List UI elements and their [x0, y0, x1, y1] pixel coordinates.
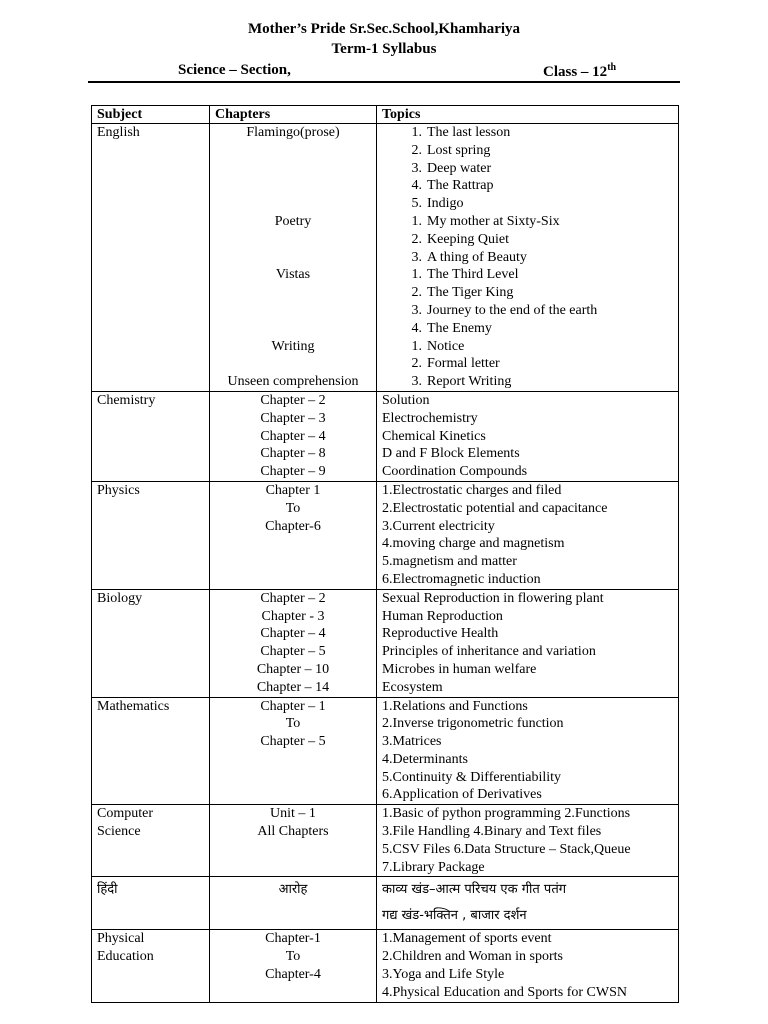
cell-line: Chapter - 3 [261, 608, 325, 624]
topics-cell [377, 877, 679, 930]
class-superscript: th [607, 62, 617, 73]
cell-line: Sexual Reproduction in flowering plant [382, 590, 604, 606]
item-text: Indigo [427, 196, 464, 212]
item-number: 5. [411, 196, 422, 212]
item-number: 3. [411, 302, 422, 318]
topics-cell [377, 481, 679, 589]
cell-line: Chapter – 3 [260, 410, 326, 426]
topics-cell [377, 697, 679, 805]
subject-cell: Chemistry [92, 391, 210, 481]
chapters-cell [210, 930, 377, 1002]
cell-line: To [285, 949, 301, 965]
cell-line: Chapter – 4 [260, 626, 326, 642]
cell-line: Chapter – 5 [260, 644, 326, 660]
list-item [382, 160, 673, 178]
cell-line: 4.Physical Education and Sports for CWSN [382, 984, 627, 1000]
item-number: 1. [411, 338, 422, 354]
cell-line: Electrochemistry [382, 410, 478, 426]
cell-line: Solution [382, 392, 430, 408]
cell-line: Chapter – 10 [256, 661, 330, 677]
subject-cell: हिंदी [92, 877, 210, 930]
chapter-spacer [212, 249, 374, 267]
item-text: The Enemy [427, 320, 492, 336]
chapters-header: Chapters [210, 106, 377, 124]
subject-cell: English [92, 124, 210, 392]
list-item [382, 231, 673, 249]
term-title: Term-1 Syllabus [331, 41, 437, 57]
cell-line: Chapter – 8 [260, 446, 326, 462]
section-label: Science – Section, [178, 62, 291, 78]
cell-line: Chapter – 4 [260, 428, 326, 444]
item-text: Lost spring [427, 142, 491, 158]
chapter-spacer [212, 231, 374, 249]
subject-header: Subject [92, 106, 210, 124]
item-number: 4. [411, 178, 422, 194]
row-biology [92, 589, 679, 697]
item-text: Formal letter [427, 356, 500, 372]
cell-line: 3.Yoga and Life Style [382, 967, 505, 983]
subject-cell [92, 805, 210, 877]
table-header-row [92, 106, 679, 124]
chapters-cell [210, 805, 377, 877]
cell-line: Coordination Compounds [382, 464, 528, 480]
item-text: My mother at Sixty-Six [427, 213, 560, 229]
cell-line: Chapter – 5 [260, 734, 326, 750]
cell-line: Chapter – 2 [260, 392, 326, 408]
cell-line: काव्य खंड–आत्म परिचय एक गीत पतंग [382, 882, 567, 898]
cell-line: 4.moving charge and magnetism [382, 536, 565, 552]
item-text: Notice [427, 338, 465, 354]
cell-line: 1.Management of sports event [382, 931, 552, 947]
cell-line: Education [97, 949, 154, 965]
cell-line: Physical [97, 931, 145, 947]
school-name: Mother’s Pride Sr.Sec.School,Khamhariya [247, 21, 521, 37]
list-item [382, 320, 673, 338]
chapter-spacer [212, 320, 374, 338]
subject-cell: Mathematics [92, 697, 210, 805]
chapter-label: Vistas [275, 267, 311, 283]
class-text: Class – 12 [543, 64, 608, 80]
chapter-spacer [212, 284, 374, 302]
syllabus-table [91, 105, 679, 1003]
chapters-cell [210, 877, 377, 930]
item-number: 2. [411, 285, 422, 301]
item-number: 3. [411, 374, 422, 390]
item-text: Report Writing [427, 374, 512, 390]
cell-line: Ecosystem [382, 679, 443, 695]
row-physics [92, 481, 679, 589]
cell-line: Unit – 1 [270, 806, 316, 822]
item-number: 2. [411, 142, 422, 158]
cell-line: Reproductive Health [382, 626, 499, 642]
cell-line: 7.Library Package [382, 859, 485, 875]
cell-line: Chapter-6 [265, 518, 321, 534]
cell-line: Principles of inheritance and variation [382, 644, 596, 660]
topics-cell [377, 930, 679, 1002]
item-number: 2. [411, 356, 422, 372]
cell-line: Computer [97, 806, 153, 822]
chapters-cell [210, 481, 377, 589]
cell-line: Chapter – 1 [260, 698, 326, 714]
list-item [382, 177, 673, 195]
list-item [382, 266, 673, 284]
list-item [382, 213, 673, 231]
item-text: The Third Level [427, 267, 519, 283]
chapter-spacer [212, 160, 374, 178]
header-divider [88, 81, 680, 83]
item-text: The Rattrap [427, 178, 494, 194]
list-item [382, 302, 673, 320]
item-number: 1. [411, 125, 422, 140]
item-number: 1. [411, 267, 422, 283]
cell-line: Science [97, 824, 141, 840]
cell-line: 1.Basic of python programming 2.Functions [382, 806, 631, 822]
cell-line: Microbes in human welfare [382, 661, 537, 677]
cell-line: 1.Electrostatic charges and filed [382, 482, 562, 498]
cell-line: आरोह [278, 882, 308, 898]
chapter-label: Poetry [274, 213, 312, 229]
cell-line: Chapter-4 [265, 967, 321, 983]
cell-line: To [285, 716, 301, 732]
chapters-cell [210, 697, 377, 805]
cell-line: To [285, 500, 301, 516]
cell-line: 2.Inverse trigonometric function [382, 716, 564, 732]
cell-line: 4.Determinants [382, 751, 468, 767]
item-number: 1. [411, 213, 422, 229]
chapter-spacer [212, 142, 374, 160]
chapter-label: Flamingo(prose) [246, 125, 340, 140]
cell-line: Chapter – 9 [260, 464, 326, 480]
item-number: 3. [411, 249, 422, 265]
cell-line: 5.Continuity & Differentiability [382, 769, 561, 785]
cell-line: D and F Block Elements [382, 446, 520, 462]
cell-line: Chapter-1 [265, 931, 321, 947]
chapter-label: Unseen comprehension [227, 374, 359, 390]
cell-line: 2.Electrostatic potential and capacitance [382, 500, 608, 516]
subject-cell: Biology [92, 589, 210, 697]
item-text: The last lesson [427, 125, 511, 140]
cell-line: 1.Relations and Functions [382, 698, 528, 714]
chapter-label: Writing [271, 338, 315, 354]
chapter-spacer [212, 177, 374, 195]
chapters-cell [210, 391, 377, 481]
cell-line: 5.magnetism and matter [382, 554, 517, 570]
topics-cell [377, 589, 679, 697]
cell-line: All Chapters [257, 824, 329, 840]
subject-cell [92, 930, 210, 1002]
row-mathematics [92, 697, 679, 805]
list-item [382, 338, 673, 356]
row-computer-science [92, 805, 679, 877]
topics-list [382, 124, 673, 391]
item-text: The Tiger King [427, 285, 514, 301]
cell-line: 3.Current electricity [382, 518, 495, 534]
row-physical-education [92, 930, 679, 1002]
item-number: 2. [411, 231, 422, 247]
subject-cell: Physics [92, 481, 210, 589]
item-text: Journey to the end of the earth [427, 302, 598, 318]
chapters-cell [210, 589, 377, 697]
item-text: A thing of Beauty [427, 249, 527, 265]
cell-line: Chemical Kinetics [382, 428, 486, 444]
list-item [382, 284, 673, 302]
item-number: 3. [411, 160, 422, 176]
cell-line: 3.Matrices [382, 734, 442, 750]
cell-line: 6.Electromagnetic induction [382, 571, 541, 587]
chapters-cell [210, 124, 377, 392]
list-item [382, 124, 673, 142]
cell-line: 5.CSV Files 6.Data Structure – Stack,Queue [382, 841, 631, 857]
row-chemistry [92, 391, 679, 481]
topics-cell [377, 805, 679, 877]
row-english [92, 124, 679, 392]
item-text: Keeping Quiet [427, 231, 510, 247]
item-text: Deep water [427, 160, 492, 176]
cell-line: Human Reproduction [382, 608, 503, 624]
chapter-spacer [212, 355, 374, 373]
chapter-spacer [212, 195, 374, 213]
topics-header: Topics [377, 106, 679, 124]
item-number: 4. [411, 320, 422, 336]
list-item [382, 373, 673, 391]
topics-cell [377, 391, 679, 481]
list-item [382, 195, 673, 213]
cell-line: गद्य खंड-भक्तिन , बाजार दर्शन [382, 908, 527, 924]
list-item [382, 355, 673, 373]
cell-line: 6.Application of Derivatives [382, 787, 542, 803]
chapter-spacer [212, 302, 374, 320]
row-hindi [92, 877, 679, 930]
cell-line: 2.Children and Woman in sports [382, 949, 563, 965]
list-item [382, 249, 673, 267]
cell-line: 3.File Handling 4.Binary and Text files [382, 824, 602, 840]
cell-line: Chapter – 14 [256, 679, 330, 695]
topics-cell [377, 124, 679, 392]
cell-line: Chapter 1 [265, 482, 321, 498]
cell-line: Chapter – 2 [260, 590, 326, 606]
list-item [382, 142, 673, 160]
class-label [543, 62, 616, 81]
